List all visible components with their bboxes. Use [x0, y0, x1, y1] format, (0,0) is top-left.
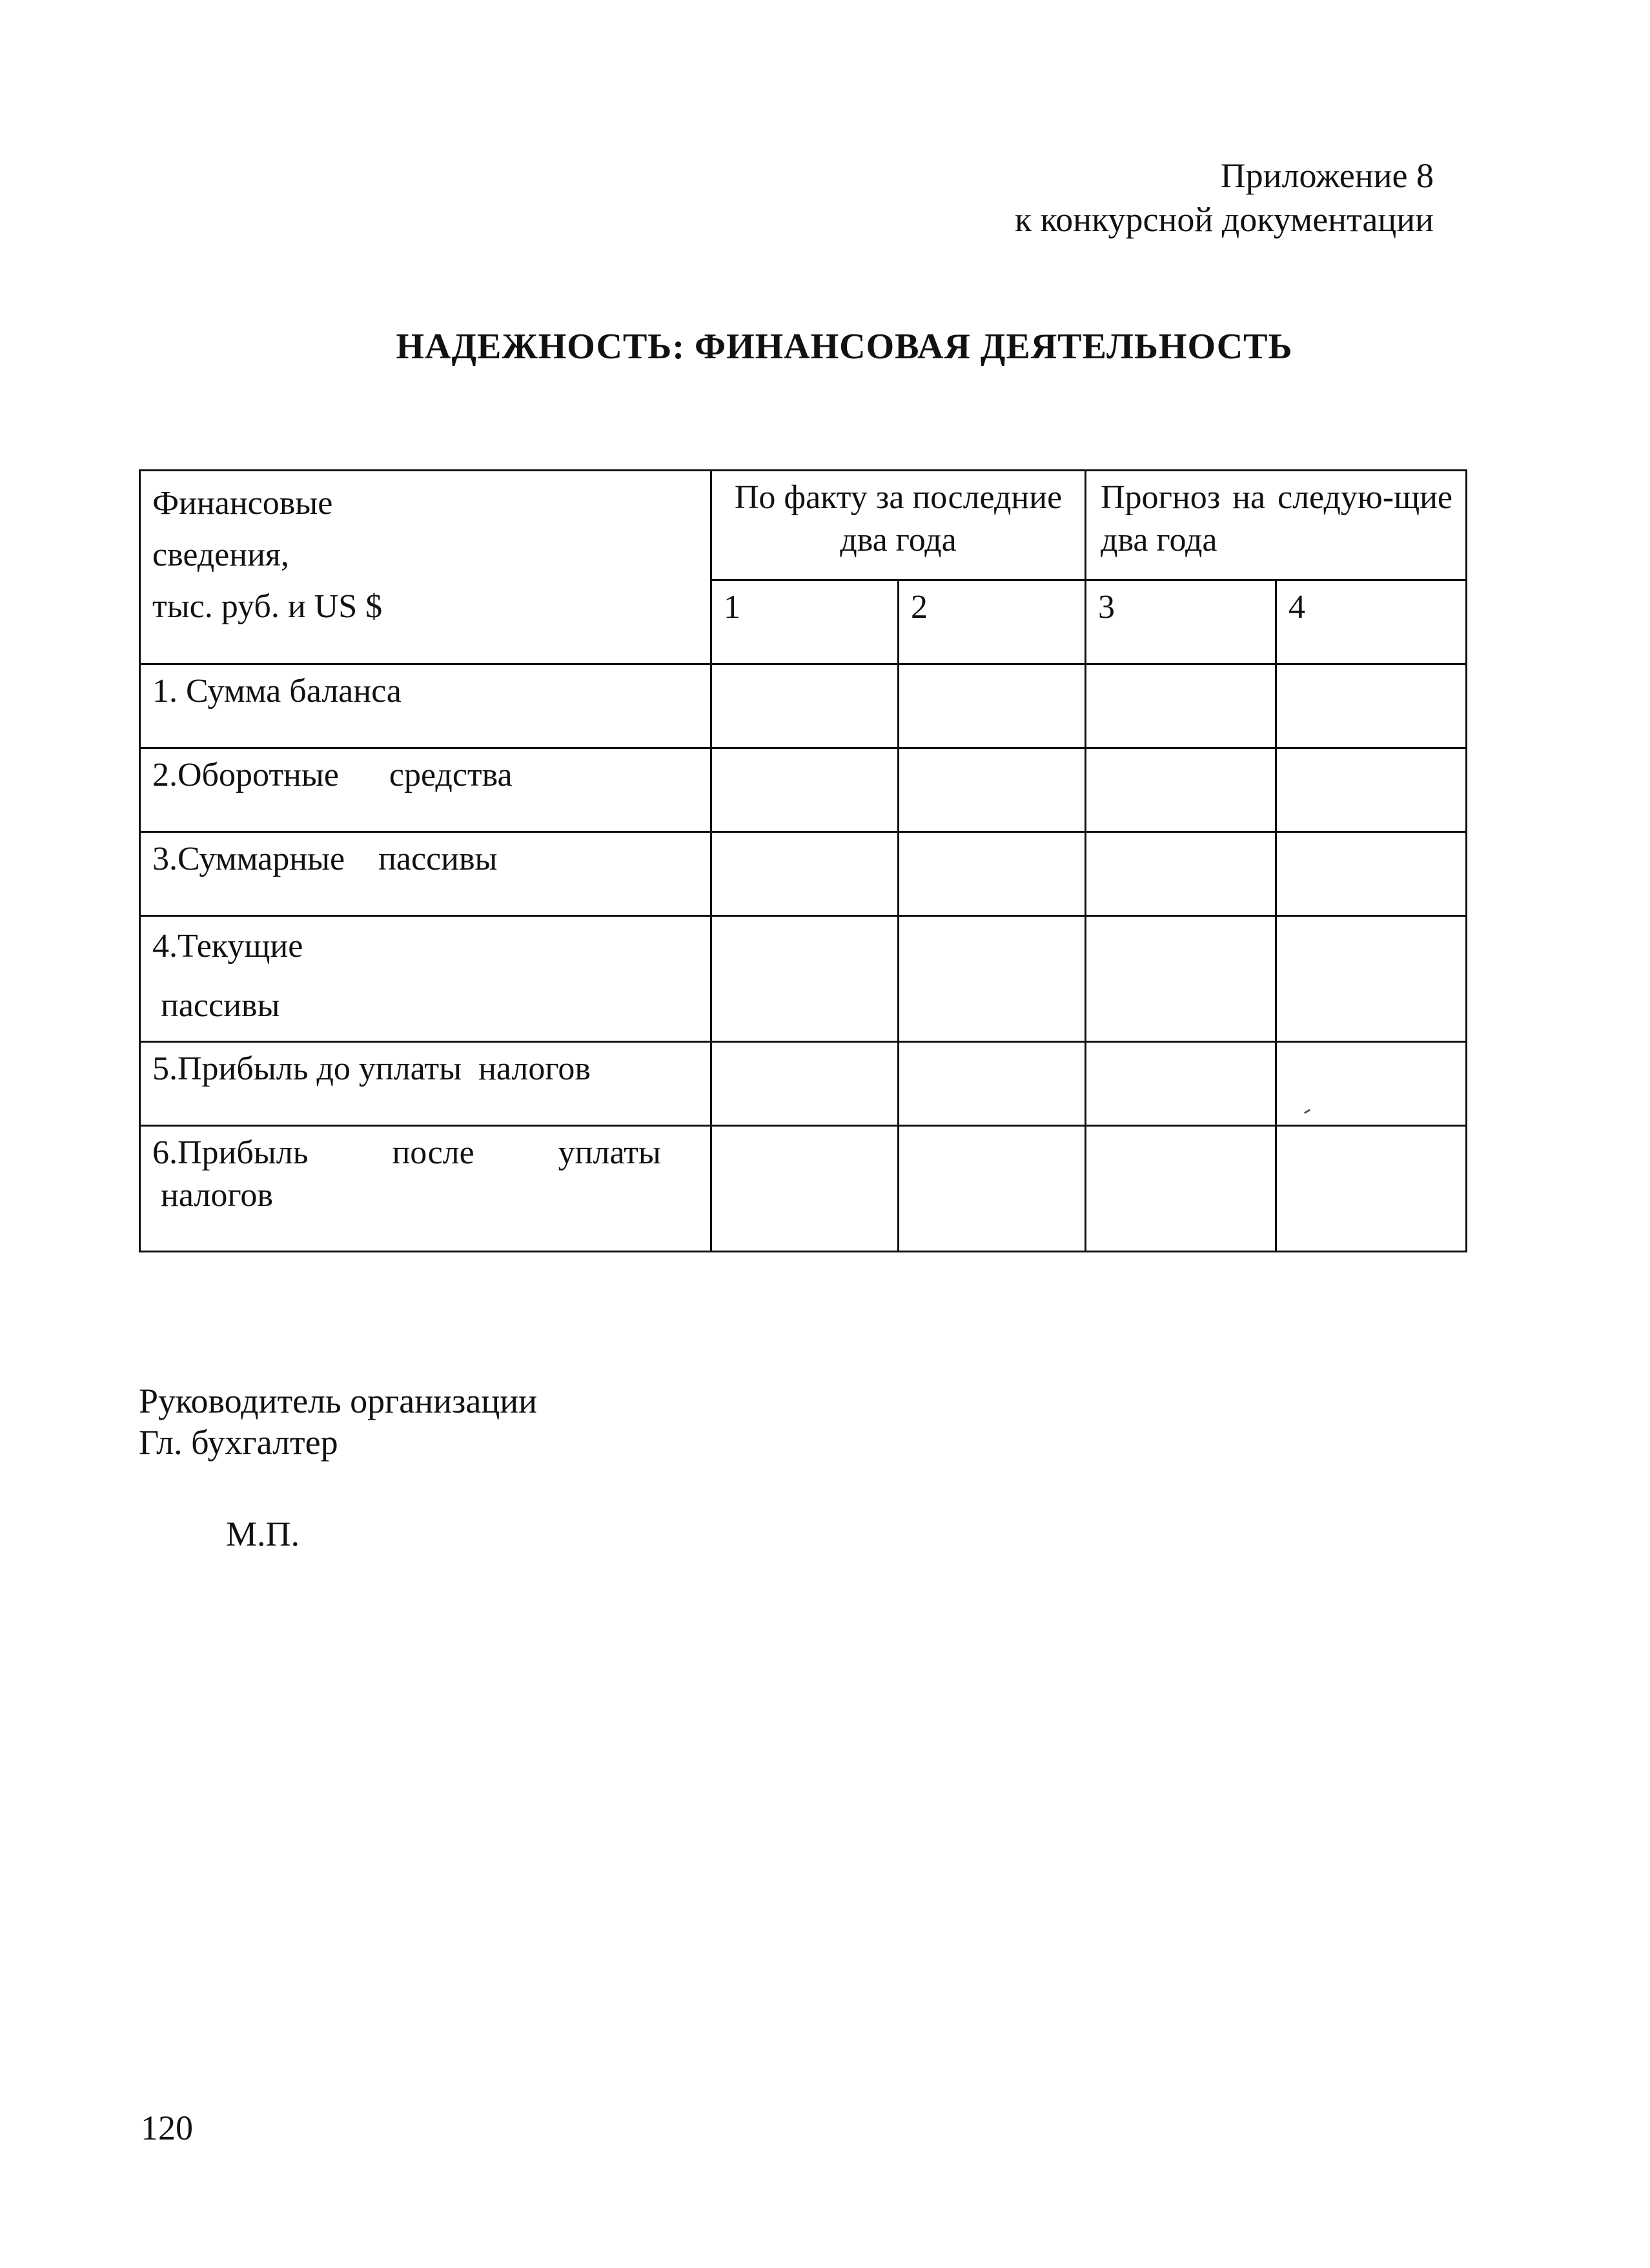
- table-cell: [1086, 748, 1276, 832]
- column-number: 2: [899, 580, 1086, 664]
- row-label: 1. Сумма баланса: [140, 664, 711, 748]
- financial-table: [139, 469, 1467, 1252]
- table-cell: [1086, 832, 1276, 916]
- appendix-note: [1015, 154, 1434, 241]
- table-cell: [1086, 664, 1276, 748]
- column-number: 1: [711, 580, 899, 664]
- table-row: [140, 664, 1467, 748]
- column-number: 3: [1086, 580, 1276, 664]
- table-cell: [711, 748, 899, 832]
- page-title: НАДЕЖНОСТЬ: ФИНАНСОВАЯ ДЕЯТЕЛЬНОСТЬ: [396, 327, 1293, 367]
- table-cell: [899, 1126, 1086, 1252]
- table-cell: [1276, 748, 1467, 832]
- table-row: [140, 1042, 1467, 1126]
- row-label: 4.Текущие пассивы: [140, 916, 711, 1042]
- table-cell: [711, 832, 899, 916]
- table-cell: [711, 1126, 899, 1252]
- table-cell: [899, 916, 1086, 1042]
- table-cell: [899, 832, 1086, 916]
- row-label: 6.Прибыль после уплаты налогов: [140, 1126, 711, 1252]
- row-label: 5.Прибыль до уплаты налогов: [140, 1042, 711, 1126]
- stamp-place-label: М.П.: [226, 1515, 300, 1553]
- table-cell: [1276, 664, 1467, 748]
- row-label: 2.Оборотные средства: [140, 748, 711, 832]
- signature-block: [139, 1380, 537, 1463]
- table-cell: [1276, 1126, 1467, 1252]
- table-cell: [1086, 916, 1276, 1042]
- row-label: 3.Суммарные пассивы: [140, 832, 711, 916]
- table-cell: [711, 1042, 899, 1126]
- table-cell: [899, 1042, 1086, 1126]
- table-row: [140, 748, 1467, 832]
- table-cell: [1276, 832, 1467, 916]
- column-number: 4: [1276, 580, 1467, 664]
- table-cell: [899, 748, 1086, 832]
- table-cell: [711, 916, 899, 1042]
- table-cell: [1276, 916, 1467, 1042]
- table-row: [140, 916, 1467, 1042]
- chief-accountant-label: Гл. бухгалтер: [139, 1423, 338, 1462]
- table-row: [140, 1126, 1467, 1252]
- table-header-row: [140, 471, 1467, 580]
- table-row: [140, 832, 1467, 916]
- page-number: 120: [141, 2109, 193, 2147]
- table-cell: [899, 664, 1086, 748]
- table-cell: [711, 664, 899, 748]
- header-forecast-next-two-years: Прогноз на следую-щие два года: [1086, 471, 1467, 580]
- appendix-number: Приложение 8: [1220, 156, 1434, 195]
- appendix-reference: к конкурсной документации: [1014, 200, 1434, 239]
- head-of-organization-label: Руководитель организации: [139, 1382, 538, 1420]
- header-fact-last-two-years: По факту за последние два года: [711, 471, 1086, 580]
- header-financial-info: Финансовые сведения, тыс. руб. и US $: [140, 471, 711, 664]
- table-cell: [1086, 1126, 1276, 1252]
- table-cell: [1086, 1042, 1276, 1126]
